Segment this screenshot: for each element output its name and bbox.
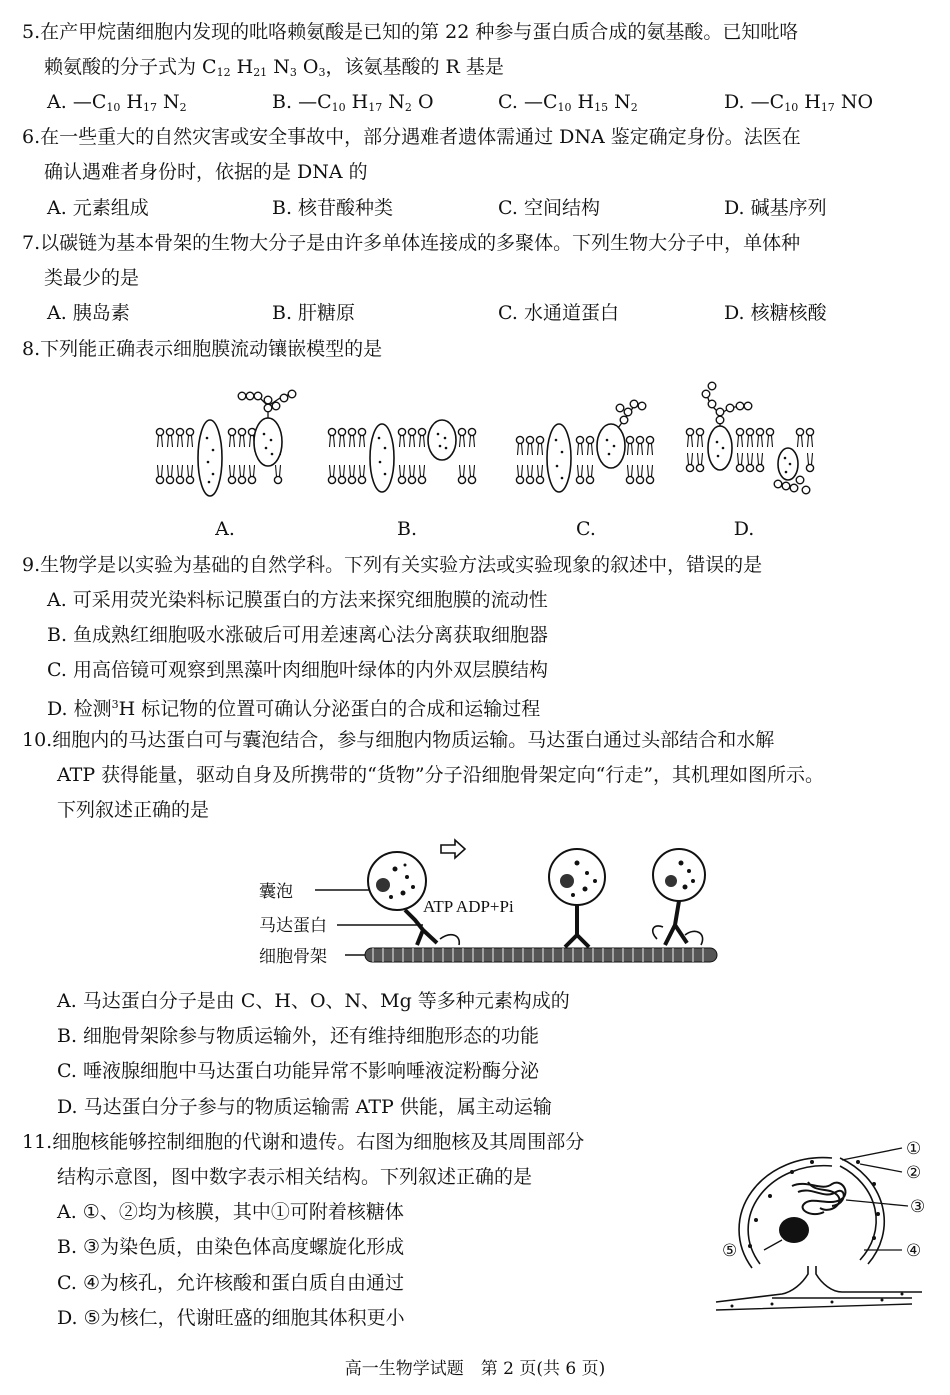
chromatin (792, 1182, 845, 1214)
membrane-option-a (156, 390, 295, 496)
q7-stem-line2: 类最少的是 (44, 267, 140, 289)
q5-option-b: B. $—C_{10}$ $H_{17}$ $N_2$ O (272, 91, 434, 114)
q10-stem-line3: 下列叙述正确的是 (57, 799, 210, 821)
membrane-label-c: C. (576, 518, 596, 540)
membrane-label-b: B. (396, 518, 417, 540)
q6-stem-line1: 6.在一些重大的自然灾害或安全事故中，部分遇难者遗体需通过 DNA 鉴定确定身份。法医在 (22, 126, 801, 148)
q5-option-d: D. $—C_{10}$ $H_{17}$ NO (724, 91, 874, 114)
membrane-option-b (328, 420, 475, 492)
membrane-model-figure (150, 376, 830, 504)
q11-option-b: B. ③为染色质，由染色体高度螺旋化形成 (57, 1236, 405, 1258)
nucleus-figure (712, 1134, 942, 1314)
label-4: ④ (906, 1241, 922, 1261)
q6-stem-line2: 确认遇难者身份时，依据的是 DNA 的 (44, 161, 368, 183)
q6-option-b: B. 核苷酸种类 (272, 197, 394, 219)
q11-option-a: A. ①、②均为核膜，其中①可附着核糖体 (57, 1201, 404, 1223)
q10-option-c: C. 唾液腺细胞中马达蛋白功能异常不影响唾液淀粉酶分泌 (57, 1060, 539, 1082)
q11-stem-line2: 结构示意图，图中数字表示相关结构。下列叙述正确的是 (57, 1166, 533, 1188)
q6-option-a: A. 元素组成 (47, 197, 149, 219)
q9-option-d: D. 检测$^3$H 标记物的位置可确认分泌蛋白的合成和运输过程 (47, 698, 541, 720)
q6-option-d: D. 碱基序列 (724, 197, 827, 219)
q6-option-c: C. 空间结构 (498, 197, 600, 219)
atp-adp-text: ATP ADP+Pi (423, 897, 514, 916)
q9-option-a: A. 可采用荧光染料标记膜蛋白的方法来探究细胞膜的流动性 (47, 589, 548, 611)
q10-option-b: B. 细胞骨架除参与物质运输外，还有维持细胞形态的功能 (57, 1025, 540, 1047)
q10-option-d: D. 马达蛋白分子参与的物质运输需 ATP 供能，属主动运输 (57, 1096, 552, 1118)
q9-stem: 9.生物学是以实验为基础的自然学科。下列有关实验方法或实验现象的叙述中，错误的是 (22, 554, 763, 576)
q7-option-a: A. 胰岛素 (47, 302, 130, 324)
q9-option-c: C. 用高倍镜可观察到黑藻叶肉细胞叶绿体的内外双层膜结构 (47, 659, 548, 681)
q7-option-b: B. 肝糖原 (272, 302, 356, 324)
page-footer: 高一生物学试题 第 2 页(共 6 页) (344, 1359, 606, 1379)
membrane-option-d (686, 382, 813, 494)
q5-option-c: C. $—C_{10}$ $H_{15}$ $N_2$ (498, 91, 638, 114)
cytoskeleton-label: 细胞骨架 (259, 947, 327, 967)
label-5: ⑤ (722, 1241, 738, 1261)
vesicle-2 (549, 849, 605, 947)
motor-protein-label: 马达蛋白 (259, 916, 327, 936)
label-2: ② (906, 1163, 922, 1183)
vesicle-3 (653, 849, 705, 945)
q10-option-a: A. 马达蛋白分子是由 C、H、O、N、Mg 等多种元素构成的 (57, 990, 570, 1012)
q11-option-d: D. ⑤为核仁，代谢旺盛的细胞其体积更小 (57, 1307, 405, 1329)
q7-option-d: D. 核糖核酸 (724, 302, 827, 324)
q11-stem-line1: 11.细胞核能够控制细胞的代谢和遗传。右图为细胞核及其周围部分 (22, 1131, 585, 1153)
q10-stem-line2: ATP 获得能量，驱动自身及所携带的“货物”分子沿细胞骨架定向“行走”，其机理如图所示。 (57, 764, 825, 786)
motor-protein-figure (255, 835, 725, 970)
q5-option-a: A. $—C_{10}$ $H_{17}$ $N_2$ (47, 91, 187, 114)
q7-option-c: C. 水通道蛋白 (498, 302, 619, 324)
label-1: ① (906, 1139, 922, 1159)
vesicle-label: 囊泡 (259, 882, 293, 902)
q5-stem-line1: 5.在产甲烷菌细胞内发现的吡咯赖氨酸是已知的第 22 种参与蛋白质合成的氨基酸。已知吡咯 (22, 21, 799, 43)
label-3: ③ (910, 1197, 926, 1217)
cytoskeleton-filament (365, 948, 717, 962)
membrane-option-c (516, 400, 653, 492)
q9-option-b: B. 鱼成熟红细胞吸水涨破后可用差速离心法分离获取细胞器 (47, 624, 549, 646)
membrane-label-d: D. (733, 518, 755, 540)
q10-stem-line1: 10.细胞内的马达蛋白可与囊泡结合，参与细胞内物质运输。马达蛋白通过头部结合和水解 (22, 729, 775, 751)
q7-stem-line1: 7.以碳链为基本骨架的生物大分子是由许多单体连接成的多聚体。下列生物大分子中，单体种 (22, 232, 801, 254)
nucleolus (779, 1217, 809, 1243)
membrane-label-a: A. (215, 518, 235, 540)
q5-stem-line2: 赖氨酸的分子式为 $C_{12}$ $H_{21}$ $N_3$ $O_3$，该氨基酸的 R 基是 (44, 56, 504, 79)
q8-stem: 8.下列能正确表示细胞膜流动镶嵌模型的是 (22, 338, 383, 360)
q11-option-c: C. ④为核孔，允许核酸和蛋白质自由通过 (57, 1272, 404, 1294)
